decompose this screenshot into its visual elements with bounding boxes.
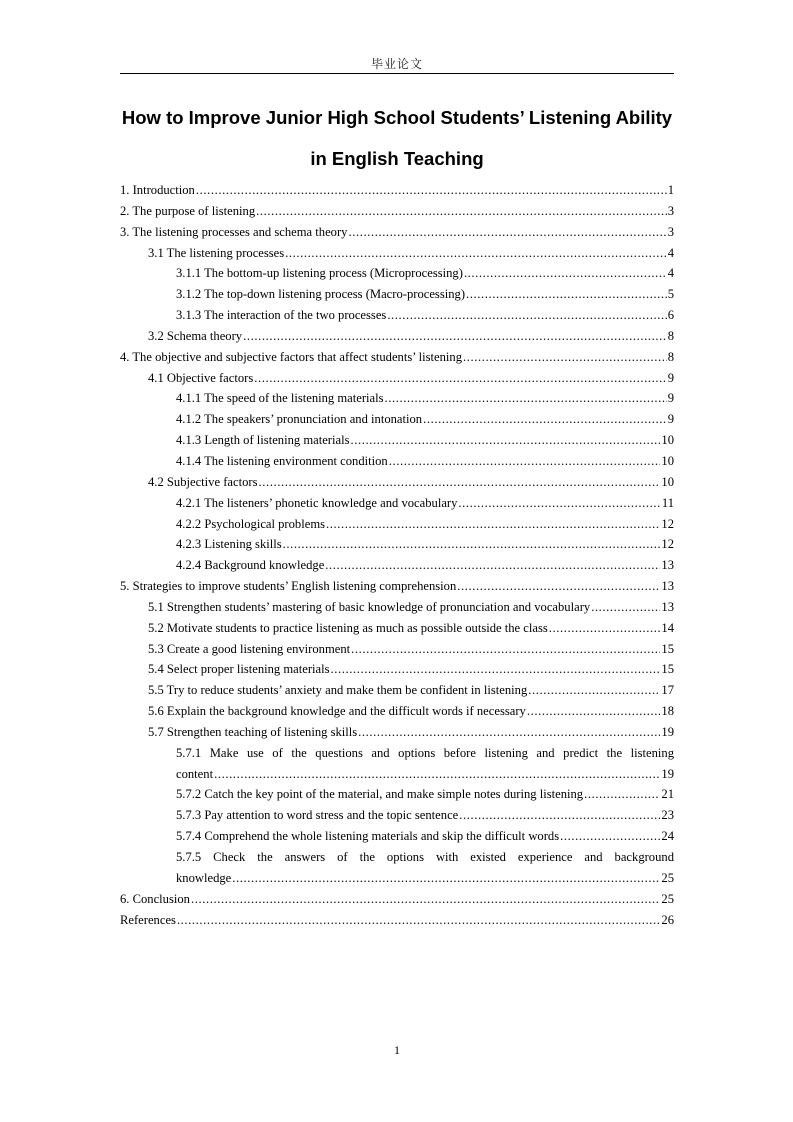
toc-leader-dots <box>423 409 667 430</box>
toc-row <box>176 284 674 305</box>
toc-entry-title: References <box>120 912 176 927</box>
toc-page-number: 13 <box>661 599 674 614</box>
toc-leader-dots <box>232 868 660 889</box>
toc-entry-title: 4.1.3 Length of listening materials <box>176 433 350 448</box>
toc-entry-title: 4.2 Subjective factors <box>148 474 258 489</box>
toc-row <box>176 263 674 284</box>
toc-page-number: 18 <box>661 704 674 719</box>
toc-entry-title: 4.1.4 The listening environment condition <box>176 453 388 468</box>
toc-entry <box>120 222 674 243</box>
toc-entry-title: 3.2 Schema theory <box>148 328 243 343</box>
toc-row <box>148 639 674 660</box>
toc-entry <box>176 430 674 451</box>
toc-leader-dots <box>348 222 666 243</box>
toc-page-number: 3 <box>667 224 674 239</box>
toc-row <box>148 701 674 722</box>
toc-entry-title: 5.5 Try to reduce students’ anxiety and make them be confident in listening <box>148 683 528 698</box>
toc-page-number: 26 <box>661 912 674 927</box>
toc-entry <box>176 305 674 326</box>
toc-row <box>148 326 674 347</box>
toc-leader-dots <box>283 534 661 555</box>
toc-entry <box>148 472 674 493</box>
toc-entry <box>120 201 674 222</box>
toc-entry <box>120 180 674 201</box>
toc-entry-title: content <box>176 766 214 781</box>
toc-entry <box>176 805 674 826</box>
toc-entry-title: 4.2.1 The listeners’ phonetic knowledge and vocabulary <box>176 495 458 510</box>
toc-leader-dots <box>358 722 660 743</box>
toc-page-number: 12 <box>661 537 674 552</box>
toc-entry <box>148 243 674 264</box>
toc-leader-dots <box>351 639 660 660</box>
toc-page-number: 9 <box>667 370 674 385</box>
toc-row <box>148 368 674 389</box>
toc-page-number: 10 <box>661 433 674 448</box>
toc-page-number: 25 <box>661 891 674 906</box>
toc-leader-dots <box>331 659 661 680</box>
toc-entry <box>176 284 674 305</box>
toc-row <box>148 659 674 680</box>
toc-page-number: 14 <box>661 620 674 635</box>
toc-entry <box>120 889 674 910</box>
toc-leader-dots <box>466 284 667 305</box>
toc-leader-dots <box>214 764 660 785</box>
toc-leader-dots <box>458 493 660 514</box>
toc-entry-title: 5.3 Create a good listening environment <box>148 641 351 656</box>
toc-entry <box>148 368 674 389</box>
toc-leader-dots <box>528 680 660 701</box>
toc-leader-dots <box>464 263 667 284</box>
toc-entry-title: 4. The objective and subjective factors that affect students’ listening <box>120 349 463 364</box>
toc-leader-dots <box>350 430 660 451</box>
toc-entry-title: 1. Introduction <box>120 183 195 197</box>
toc-page-number: 8 <box>667 349 674 364</box>
toc-page-number: 9 <box>667 412 674 427</box>
toc-page-number: 1 <box>667 183 674 197</box>
toc-entry <box>176 534 674 555</box>
toc-page-number: 13 <box>661 579 674 594</box>
toc-entry <box>148 326 674 347</box>
toc-entry <box>120 347 674 368</box>
toc-row <box>148 618 674 639</box>
toc-entry <box>176 451 674 472</box>
toc-entry <box>148 701 674 722</box>
toc-entry-title: 3.1.2 The top-down listening process (Macro-processing) <box>176 287 466 302</box>
toc-leader-dots <box>591 597 660 618</box>
toc-leader-dots <box>243 326 667 347</box>
toc-row <box>148 722 674 743</box>
toc-page-number: 23 <box>661 808 674 823</box>
toc-entry-title: 5.7.2 Catch the key point of the material, and make simple notes during listening <box>176 787 584 802</box>
toc-leader-dots <box>385 388 667 409</box>
toc-entry <box>176 514 674 535</box>
toc-row <box>148 680 674 701</box>
toc-page-number: 4 <box>667 266 674 281</box>
toc-entry <box>176 409 674 430</box>
toc-entry <box>148 639 674 660</box>
toc-entry <box>176 493 674 514</box>
toc-leader-dots <box>459 805 660 826</box>
toc-leader-dots <box>256 201 667 222</box>
toc-entry-title-line: 5.7.1 Make use of the questions and options before listening and predict the listening <box>176 745 674 760</box>
toc-entry <box>176 388 674 409</box>
running-header: 毕业论文 <box>370 57 423 71</box>
document-title-line-1: How to Improve Junior High School Students’ Listening Ability <box>121 107 673 128</box>
toc-entry <box>176 743 674 785</box>
toc-page-number: 19 <box>661 724 674 739</box>
toc-page-number: 19 <box>661 766 674 781</box>
toc-row <box>176 514 674 535</box>
toc-row <box>176 409 674 430</box>
toc-entry <box>176 826 674 847</box>
toc-page-number: 10 <box>661 474 674 489</box>
toc-row <box>176 430 674 451</box>
toc-page-number: 8 <box>667 328 674 343</box>
toc-leader-dots <box>177 910 660 931</box>
toc-entry-title: 4.2.4 Background knowledge <box>176 558 325 573</box>
toc-page-number: 9 <box>667 391 674 406</box>
toc-entry-title: 5.7.4 Comprehend the whole listening materials and skip the difficult words <box>176 829 560 844</box>
toc-entry-title: 3.1 The listening processes <box>148 245 285 260</box>
toc-entry-title: 4.2.2 Psychological problems <box>176 516 326 531</box>
toc-page-number: 5 <box>667 287 674 302</box>
toc-row <box>176 451 674 472</box>
toc-entry <box>176 263 674 284</box>
toc-entry-title: 4.1.2 The speakers’ pronunciation and intonation <box>176 412 423 427</box>
toc-page-number: 13 <box>661 558 674 573</box>
toc-leader-dots <box>285 243 667 264</box>
toc-row <box>148 243 674 264</box>
toc-entry <box>120 576 674 597</box>
toc-entry <box>148 618 674 639</box>
toc-leader-dots <box>326 514 660 535</box>
toc-leader-dots <box>258 472 660 493</box>
toc-entry <box>176 847 674 889</box>
toc-leader-dots <box>463 347 667 368</box>
toc-entry <box>148 680 674 701</box>
toc-row <box>176 784 674 805</box>
toc-leader-dots <box>254 368 666 389</box>
toc-leader-dots <box>527 701 661 722</box>
toc-entry-title: 5.4 Select proper listening materials <box>148 662 330 677</box>
toc-row <box>120 576 674 597</box>
toc-row <box>148 597 674 618</box>
toc-entry-title: 4.1 Objective factors <box>148 370 254 385</box>
page-number: 1 <box>394 1043 400 1057</box>
toc-row <box>120 222 674 243</box>
toc-entry-title: 5. Strategies to improve students’ English listening comprehension <box>120 579 457 594</box>
toc-page-number: 17 <box>661 683 674 698</box>
toc-entry-title: 4.2.3 Listening skills <box>176 537 282 552</box>
toc-row <box>176 534 674 555</box>
toc-entry <box>176 555 674 576</box>
toc-row <box>176 868 674 889</box>
toc-entry-title: 5.1 Strengthen students’ mastering of basic knowledge of pronunciation and vocabulary <box>148 599 591 614</box>
toc-page-number: 3 <box>667 203 674 218</box>
toc-page-number: 15 <box>661 641 674 656</box>
toc-leader-dots <box>191 889 660 910</box>
toc-entry <box>120 910 674 931</box>
toc-row <box>176 493 674 514</box>
toc-leader-dots <box>560 826 660 847</box>
toc-entry-title: 2. The purpose of listening <box>120 203 256 218</box>
toc-leader-dots <box>549 618 661 639</box>
toc-row <box>176 826 674 847</box>
toc-page-number: 21 <box>661 787 674 802</box>
toc-row <box>120 180 674 201</box>
toc-page-number: 12 <box>661 516 674 531</box>
toc-entry <box>148 722 674 743</box>
toc-row <box>176 805 674 826</box>
toc-row <box>176 555 674 576</box>
toc-entry-title: 6. Conclusion <box>120 891 190 906</box>
toc-leader-dots <box>196 180 667 201</box>
toc-leader-dots <box>325 555 660 576</box>
toc-entry-title: 5.7.3 Pay attention to word stress and the topic sentence <box>176 808 459 823</box>
toc-row <box>120 201 674 222</box>
toc-row <box>120 910 674 931</box>
toc-row <box>176 388 674 409</box>
toc-entry-title: 3. The listening processes and schema theory <box>120 224 348 239</box>
toc-row <box>176 305 674 326</box>
toc-entry-title: 4.1.1 The speed of the listening materials <box>176 391 384 406</box>
header-rule <box>120 73 674 74</box>
toc-row <box>120 347 674 368</box>
toc-page-number: 24 <box>661 829 674 844</box>
toc-leader-dots <box>387 305 666 326</box>
toc-entry-title-line: 5.7.5 Check the answers of the options with existed experience and background <box>176 850 674 864</box>
toc-entry-title: knowledge <box>176 870 232 885</box>
toc-page-number: 11 <box>661 495 674 510</box>
toc-leader-dots <box>457 576 660 597</box>
toc-row <box>176 764 674 785</box>
document-title-line-2: in English Teaching <box>310 148 484 169</box>
toc-leader-dots <box>584 784 660 805</box>
toc-row <box>120 889 674 910</box>
toc-row <box>148 472 674 493</box>
toc-entry-title: 3.1.3 The interaction of the two processes <box>176 308 387 323</box>
toc-entry-title: 5.7 Strengthen teaching of listening skills <box>148 724 358 739</box>
toc-leader-dots <box>389 451 661 472</box>
toc-entry <box>148 659 674 680</box>
toc-page-number: 6 <box>667 308 674 323</box>
toc-page-number: 4 <box>667 245 674 260</box>
toc-entry <box>176 784 674 805</box>
toc-entry <box>148 597 674 618</box>
table-of-contents <box>120 180 674 930</box>
toc-entry-title: 3.1.1 The bottom-up listening process (Microprocessing) <box>176 266 463 281</box>
toc-page-number: 15 <box>661 662 674 677</box>
toc-entry-title: 5.6 Explain the background knowledge and the difficult words if necessary <box>148 704 526 719</box>
toc-page-number: 10 <box>661 453 674 468</box>
toc-entry-title: 5.2 Motivate students to practice listening as much as possible outside the class <box>148 620 548 635</box>
toc-page-number: 25 <box>661 870 674 885</box>
